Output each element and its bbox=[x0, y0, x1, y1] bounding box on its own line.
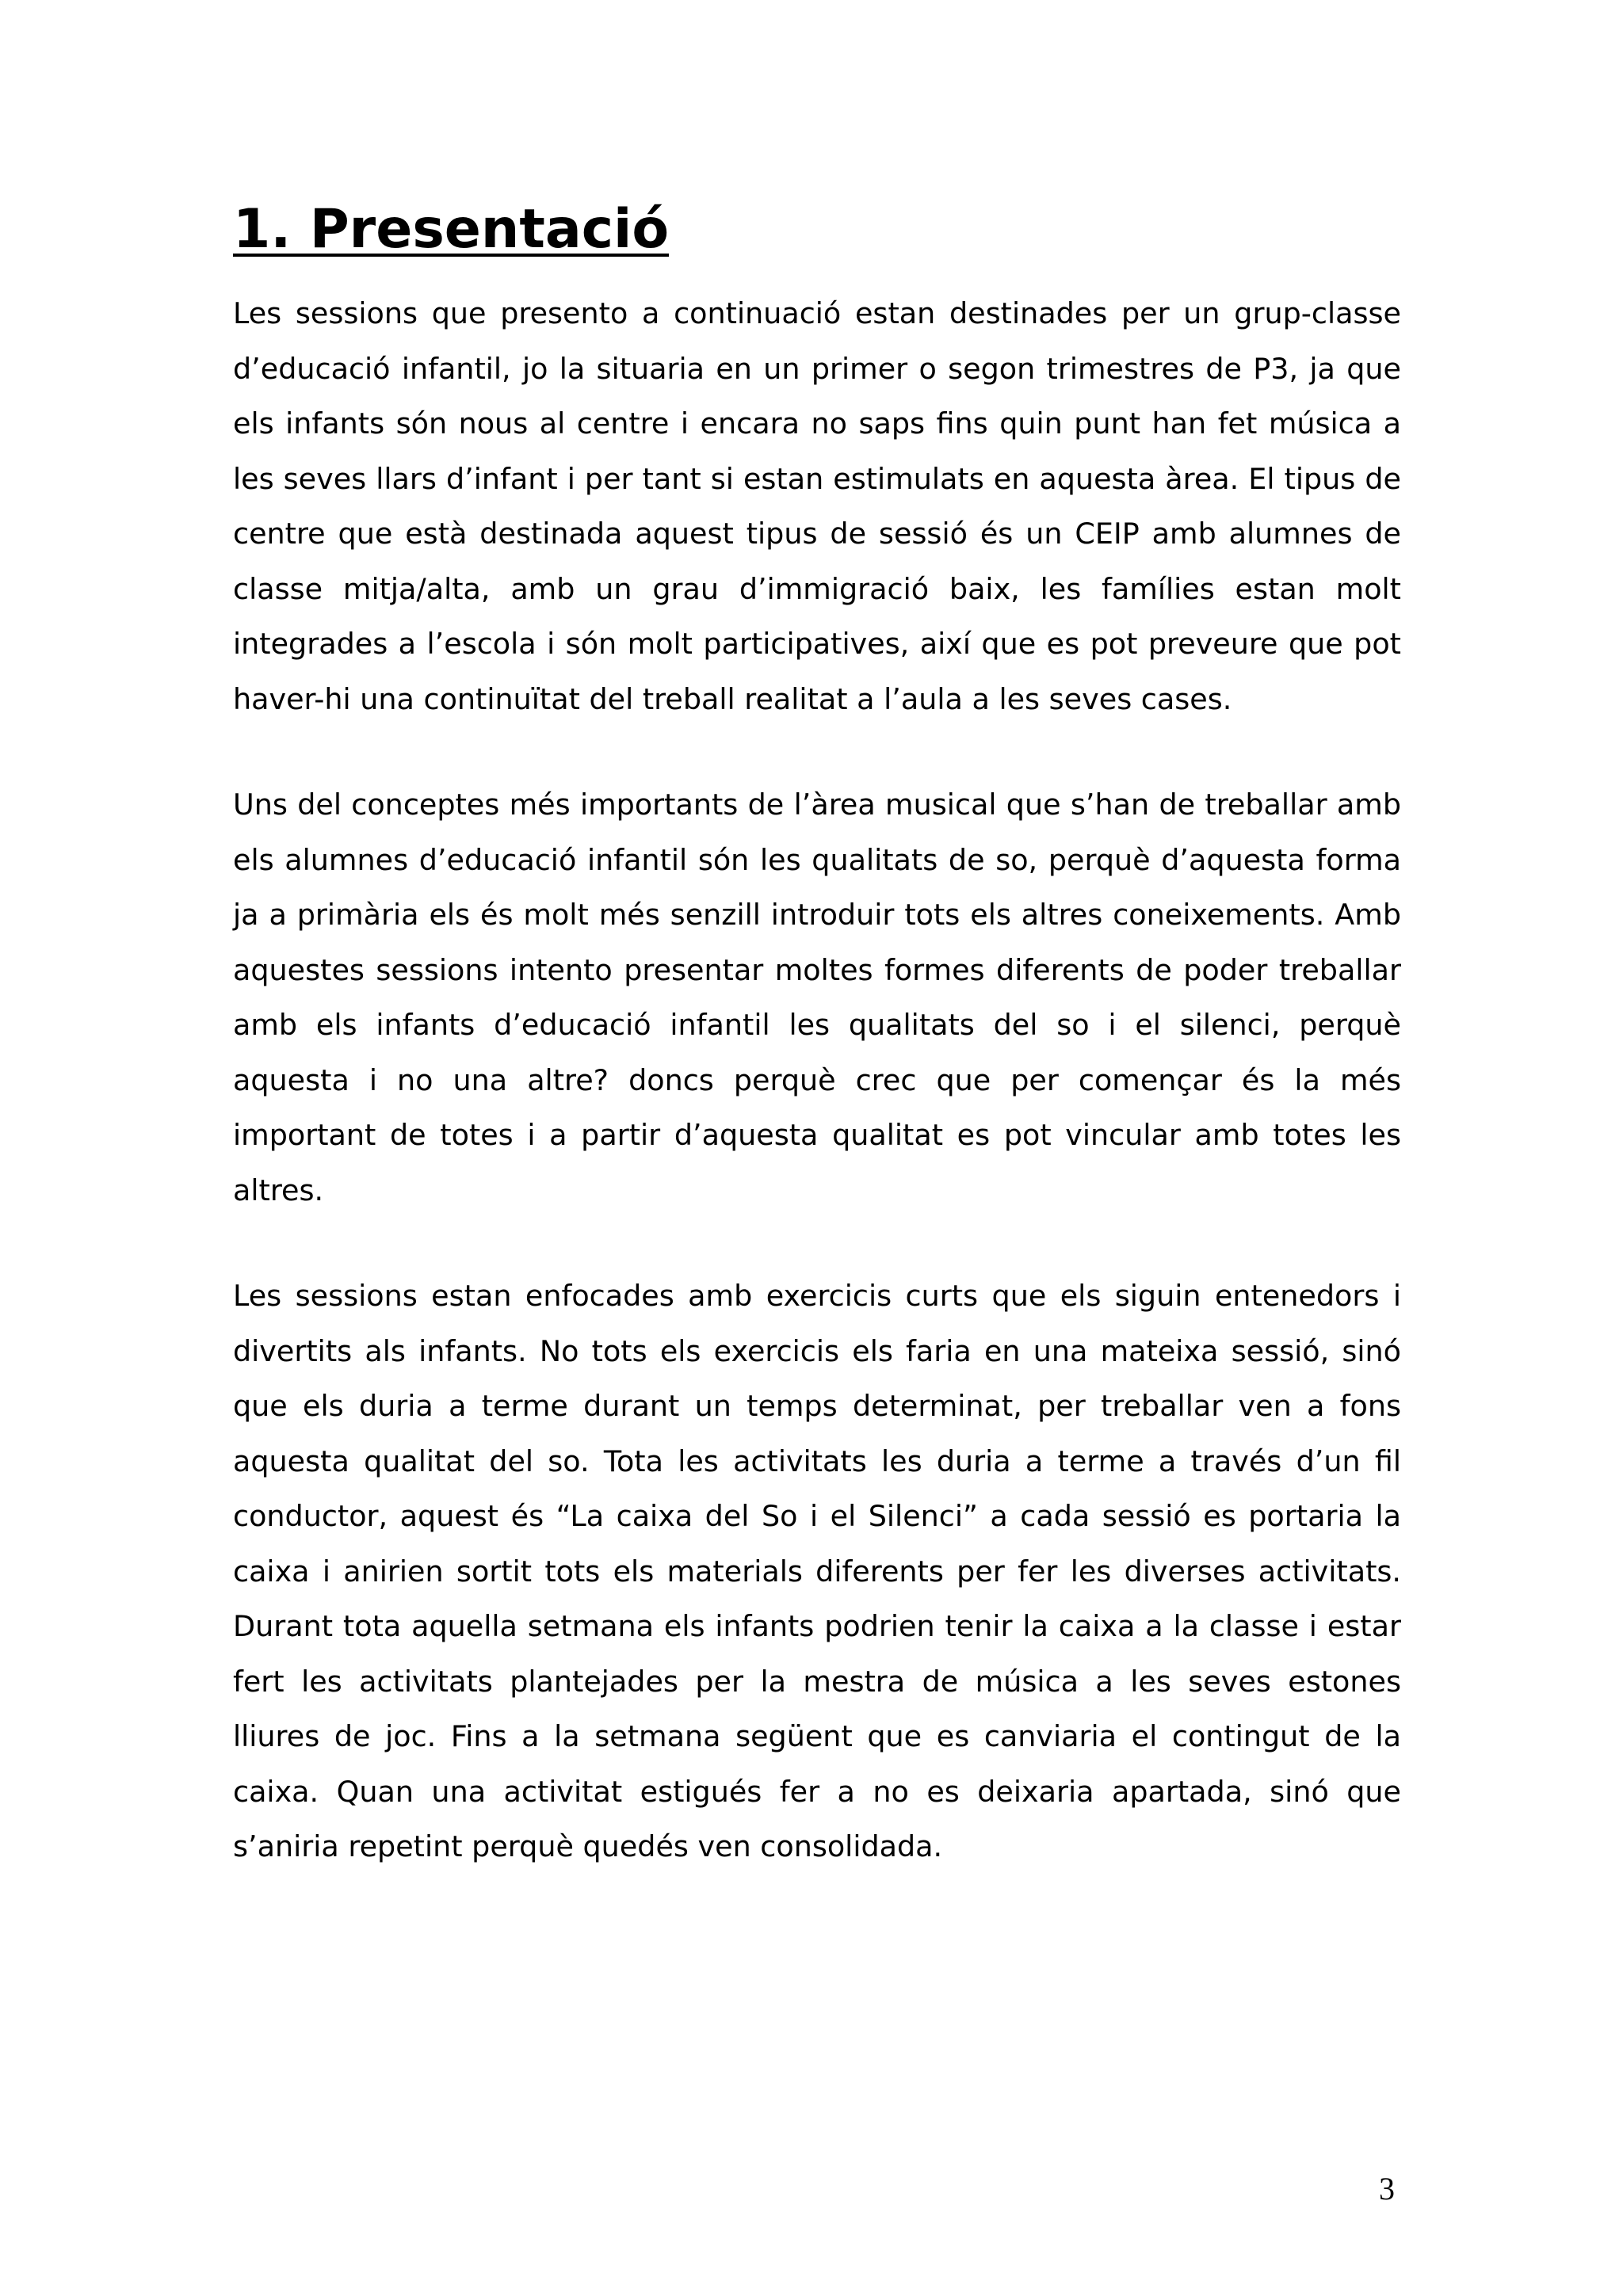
page-number: 3 bbox=[1379, 2171, 1395, 2206]
paragraph-2: Uns del conceptes més importants de l’àrea musical que s’han de treballar amb els alumnes d’educació infantil són les qualitats de so, perquè d’aquesta forma ja a primària els és molt més senzill introduir tots els altres coneixements. Amb aquestes sessions intento presentar moltes formes diferents de poder treballar amb els infants d’educació infantil les qualitats del so i el silenci, perquè aquesta i no una altre? doncs perquè crec que per començar és la més important de totes i a partir d’aquesta qualitat es pot vincular amb totes les altres. bbox=[233, 788, 1401, 1207]
page-content bbox=[233, 194, 1401, 1875]
paragraph-1: Les sessions que presento a continuació estan destinades per un grup-classe d’educació infantil, jo la situaria en un primer o segon trimestres de P3, ja que els infants són nous al centre i encara no saps fins quin punt han fet música a les seves llars d’infant i per tant si estan estimulats en aquesta àrea. El tipus de centre que està destinada aquest tipus de sessió és un CEIP amb alumnes de classe mitja/alta, amb un grau d’immigració baix, les famílies estan molt integrades a l’escola i són molt participatives, així que es pot preveure que pot haver-hi una continuïtat del treball realitat a l’aula a les seves cases. bbox=[233, 296, 1401, 716]
section-heading: 1. Presentació bbox=[233, 198, 670, 261]
paragraph-3: Les sessions estan enfocades amb exercicis curts que els siguin entenedors i divertits als infants. No tots els exercicis els faria en una mateixa sessió, sinó que els duria a terme durant un temps determinat, per treballar ven a fons aquesta qualitat del so. Tota les activitats les duria a terme a través d’un fil conductor, aquest és “La caixa del So i el Silenci” a cada sessió es portaria la caixa i anirien sortit tots els materials diferents per fer les diverses activitats. Durant tota aquella setmana els infants podrien tenir la caixa a la classe i estar fert les activitats plantejades per la mestra de música a les seves estones lliures de joc. Fins a la setmana següent que es canviaria el contingut de la caixa. Quan una activitat estigués fer a no es deixaria apartada, sinó que s’aniria repetint perquè quedés ven consolidada. bbox=[233, 1279, 1401, 1863]
